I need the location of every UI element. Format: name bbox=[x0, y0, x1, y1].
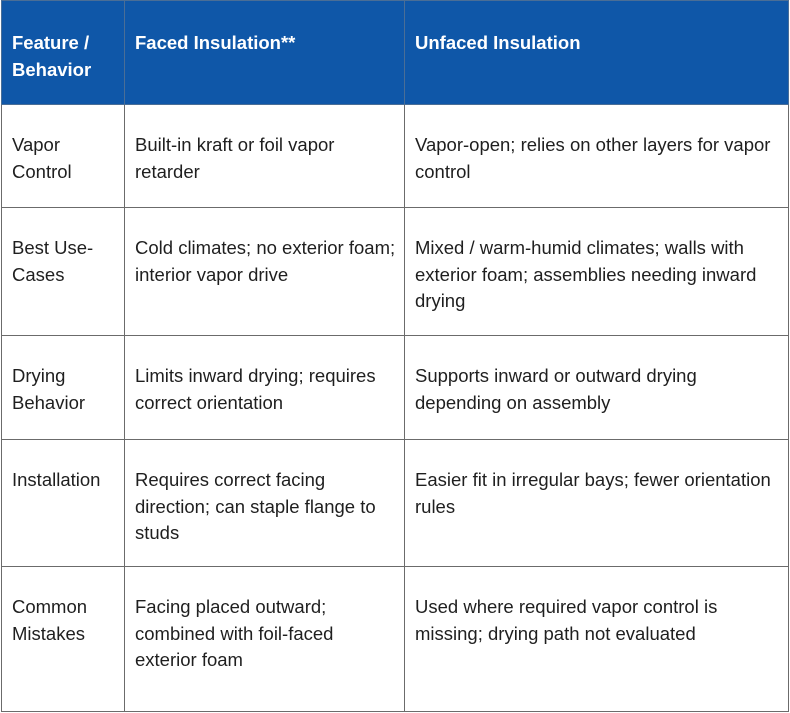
header-feature: Feature / Behavior bbox=[2, 1, 125, 105]
table-row bbox=[2, 440, 789, 567]
row-faced-cell: Facing placed outward; combined with foil-faced exterior foam bbox=[125, 567, 405, 712]
row-feature-cell: Drying Behavior bbox=[2, 336, 125, 440]
table-header bbox=[2, 1, 789, 105]
comparison-table bbox=[1, 0, 789, 712]
row-faced-cell: Requires correct facing direction; can staple flange to studs bbox=[125, 440, 405, 567]
row-unfaced-cell: Supports inward or outward drying depending on assembly bbox=[405, 336, 789, 440]
table-body bbox=[2, 105, 789, 712]
table-row bbox=[2, 567, 789, 712]
row-feature-cell: Best Use-Cases bbox=[2, 208, 125, 336]
row-feature-cell: Vapor Control bbox=[2, 105, 125, 208]
row-feature-cell: Common Mistakes bbox=[2, 567, 125, 712]
row-unfaced-cell: Mixed / warm-humid climates; walls with exterior foam; assemblies needing inward drying bbox=[405, 208, 789, 336]
row-faced-cell: Limits inward drying; requires correct orientation bbox=[125, 336, 405, 440]
row-unfaced-cell: Vapor-open; relies on other layers for vapor control bbox=[405, 105, 789, 208]
row-faced-cell: Built-in kraft or foil vapor retarder bbox=[125, 105, 405, 208]
header-unfaced-insulation: Unfaced Insulation bbox=[405, 1, 789, 105]
header-faced-insulation: Faced Insulation** bbox=[125, 1, 405, 105]
table-row bbox=[2, 336, 789, 440]
table-row bbox=[2, 208, 789, 336]
row-faced-cell: Cold climates; no exterior foam; interior vapor drive bbox=[125, 208, 405, 336]
row-feature-cell: Installation bbox=[2, 440, 125, 567]
row-unfaced-cell: Easier fit in irregular bays; fewer orientation rules bbox=[405, 440, 789, 567]
row-unfaced-cell: Used where required vapor control is missing; drying path not evaluated bbox=[405, 567, 789, 712]
table-row bbox=[2, 105, 789, 208]
header-row bbox=[2, 1, 789, 105]
